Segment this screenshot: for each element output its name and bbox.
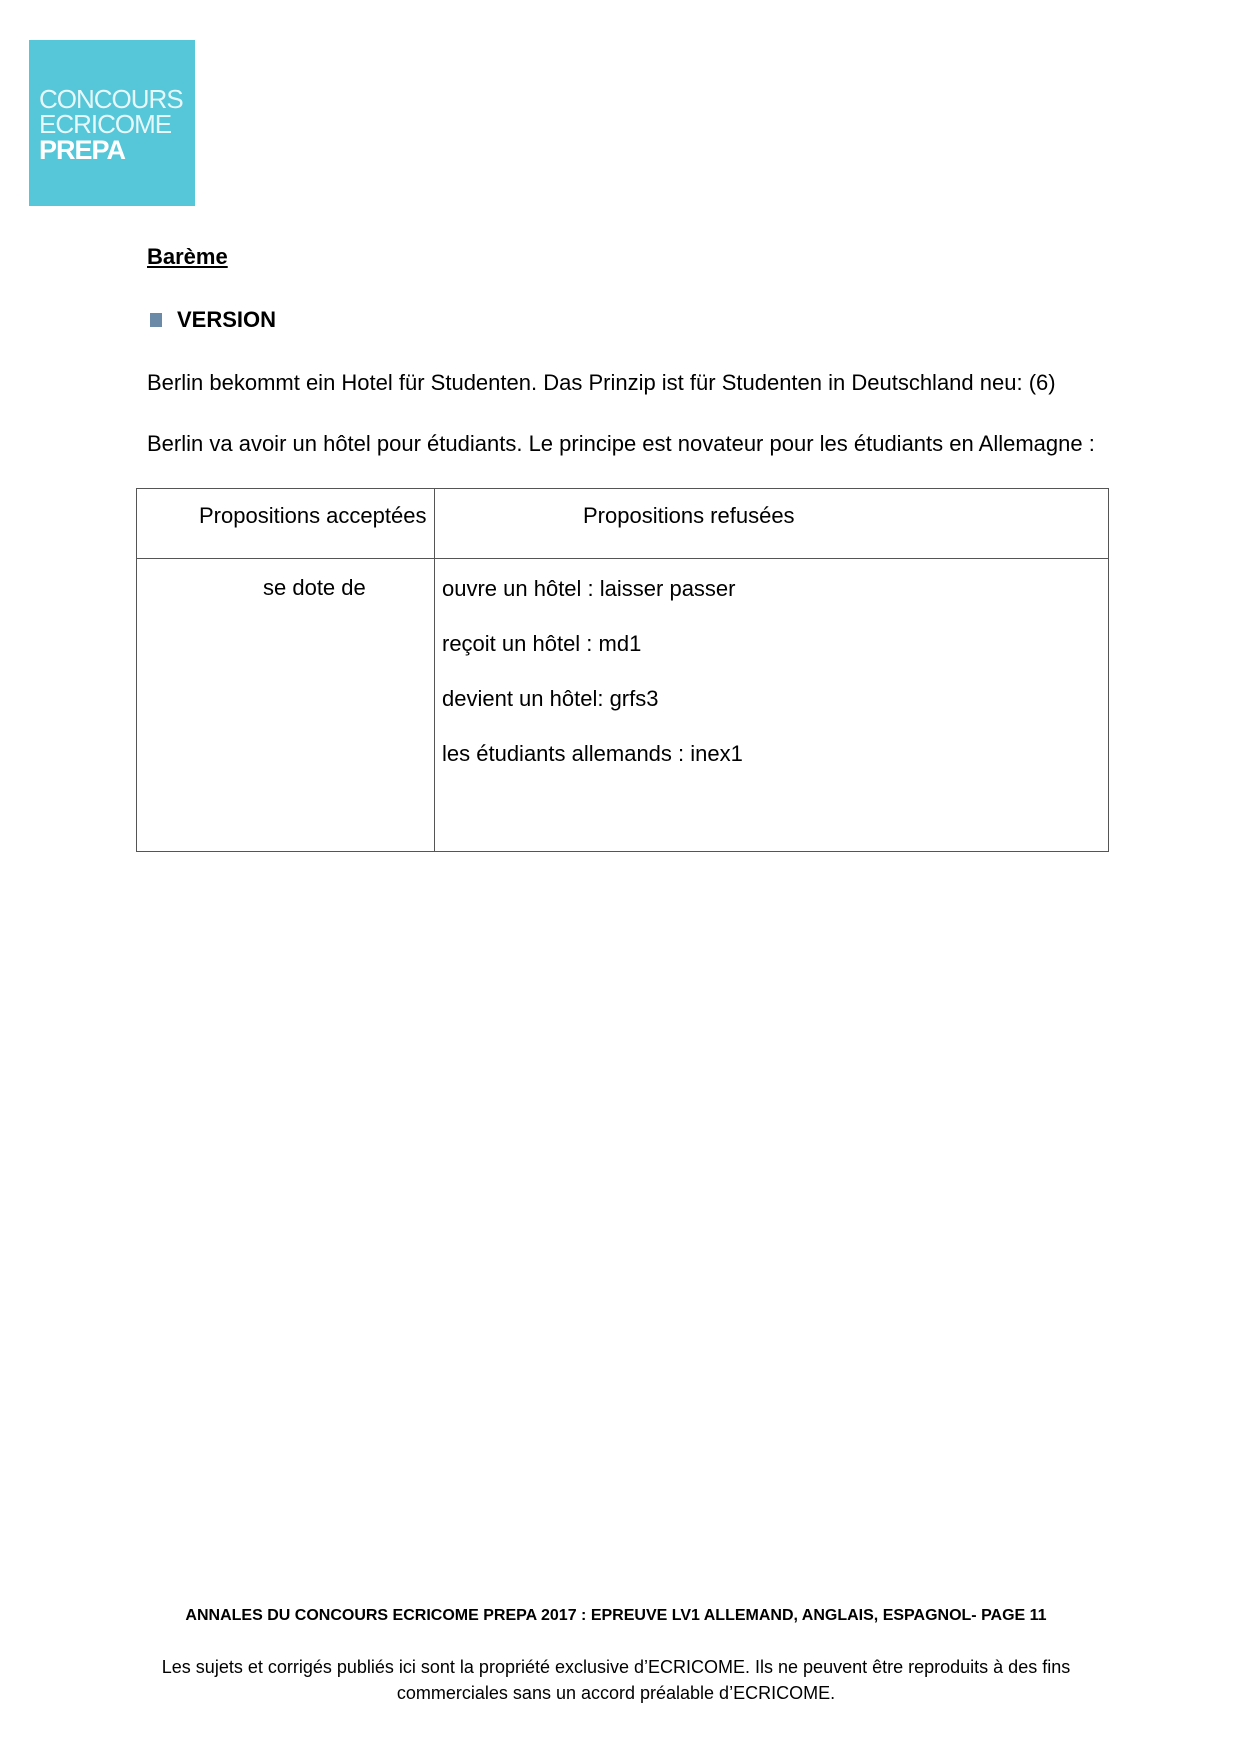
table-header-row [137, 489, 1109, 559]
footer-notice: Les sujets et corrigés publiés ici sont la propriété exclusive d’ECRICOME. Ils ne peuvent être reproduits à des fins commerciales sans un accord préalable d’ECRICOME. [161, 1657, 1071, 1703]
list-item: reçoit un hôtel : md1 [442, 631, 642, 656]
list-item: ouvre un hôtel : laisser passer [442, 576, 736, 601]
list-item: les étudiants allemands : inex1 [442, 741, 743, 766]
ecricome-logo [29, 40, 195, 206]
section-title [150, 307, 276, 333]
german-sentence: Berlin bekommt ein Hotel für Studenten. Das Prinzip ist für Studenten in Deutschland neu: (6) [147, 370, 1056, 395]
header-refused: Propositions refusées [435, 489, 1109, 559]
square-bullet-icon [150, 313, 162, 327]
header-accepted: Propositions acceptées [137, 489, 435, 559]
logo-line-concours: CONCOURS [39, 84, 183, 114]
section-title-label: VERSION [177, 307, 277, 332]
footer-title: ANNALES DU CONCOURS ECRICOME PREPA 2017 : EPREUVE LV1 ALLEMAND, ANGLAIS, ESPAGNOL- PAGE 11 [185, 1607, 1047, 1624]
refused-cell [435, 559, 1109, 852]
page-heading: Barème [147, 244, 228, 269]
table-row [137, 559, 1109, 852]
logo-line-prepa: PREPA [39, 135, 126, 165]
accepted-cell: se dote de [137, 559, 435, 852]
refused-list [435, 559, 1108, 769]
list-item: devient un hôtel: grfs3 [442, 686, 659, 711]
propositions-table [136, 488, 1109, 852]
french-translation: Berlin va avoir un hôtel pour étudiants. Le principe est novateur pour les étudiants en Allemagne : [147, 431, 1095, 456]
logo-line-ecricome: ECRICOME [39, 109, 172, 139]
